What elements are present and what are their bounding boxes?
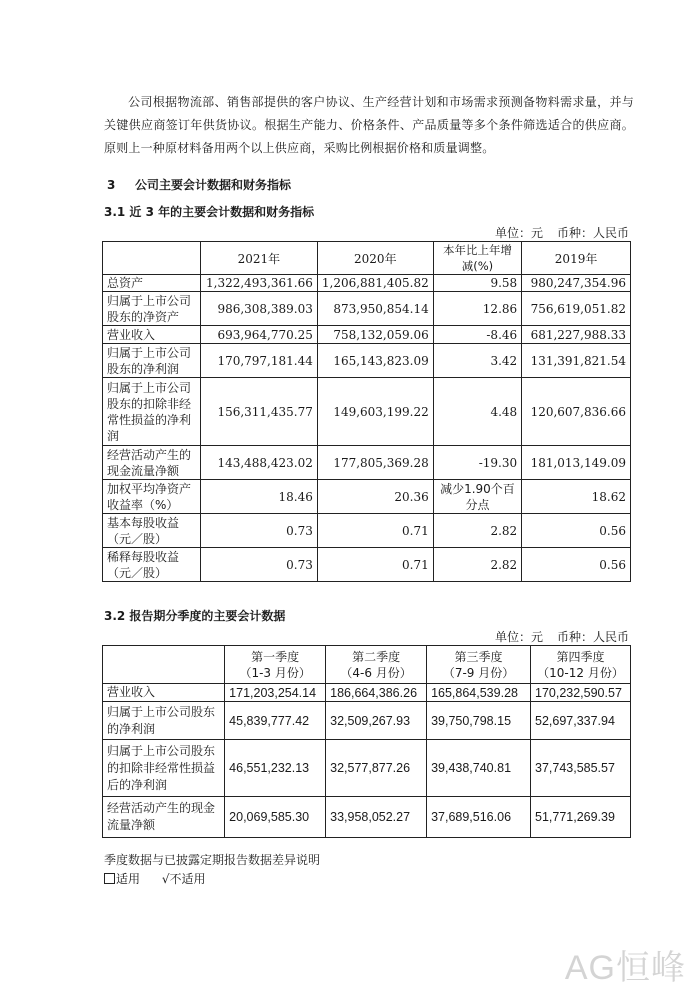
table-row bbox=[103, 684, 631, 702]
watermark-logo: AG恒峰 bbox=[564, 949, 686, 987]
header-line: （10-12 月份） bbox=[537, 665, 624, 680]
table-cell: 1,206,881,405.82 bbox=[317, 275, 433, 292]
table-cell: 0.56 bbox=[522, 548, 631, 582]
table-cell: 39,438,740.81 bbox=[427, 740, 531, 797]
header-cell bbox=[103, 242, 201, 275]
table-row bbox=[103, 275, 631, 292]
row-label: 总资产 bbox=[103, 275, 201, 292]
table-cell: 681,227,988.33 bbox=[522, 326, 631, 344]
table-cell: 1,322,493,361.66 bbox=[200, 275, 317, 292]
table-cell: 20.36 bbox=[317, 480, 433, 514]
table-cell: 171,203,254.14 bbox=[225, 684, 326, 702]
header-line: （7-9 月份） bbox=[442, 665, 515, 680]
table-cell: 46,551,232.13 bbox=[225, 740, 326, 797]
table-cell: 181,013,149.09 bbox=[522, 446, 631, 480]
empty-checkbox-icon bbox=[104, 873, 115, 884]
table-cell: 165,864,539.28 bbox=[427, 684, 531, 702]
table-cell: 37,689,516.06 bbox=[427, 797, 531, 838]
unit-label: 单位：元 bbox=[494, 630, 543, 644]
table-cell: 3.42 bbox=[433, 344, 521, 378]
table-row bbox=[103, 378, 631, 446]
header-cell bbox=[531, 646, 631, 684]
option-applicable bbox=[104, 870, 140, 889]
row-label: 经营活动产生的现金流量净额 bbox=[103, 797, 225, 838]
intro-text: 公司根据物流部、销售部提供的客户协议、生产经营计划和市场需求预测备物料需求量，并与关键供应商签订年供货协议。根据生产能力、价格条件、产品质量等多个条件筛选适合的供应商。原则上一种原材料备用两个以上供应商，采购比例根据价格和质量调整。 bbox=[104, 95, 634, 155]
table-cell: 186,664,386.26 bbox=[326, 684, 427, 702]
currency-label: 币种：人民币 bbox=[556, 630, 629, 644]
header-line: 第一季度 bbox=[251, 649, 300, 664]
table-cell: 18.62 bbox=[522, 480, 631, 514]
table-cell: 52,697,337.94 bbox=[531, 702, 631, 740]
table-row bbox=[103, 702, 631, 740]
quarter-note-title: 季度数据与已披露定期报告数据差异说明 bbox=[104, 853, 321, 867]
table-cell: 4.48 bbox=[433, 378, 521, 446]
table-cell: 986,308,389.03 bbox=[200, 292, 317, 326]
table-row bbox=[103, 292, 631, 326]
table-cell: 45,839,777.42 bbox=[225, 702, 326, 740]
header-cell bbox=[326, 646, 427, 684]
table-cell: 170,232,590.57 bbox=[531, 684, 631, 702]
table-cell: -19.30 bbox=[433, 446, 521, 480]
table-header-row bbox=[103, 646, 631, 684]
checkmark-icon: √ bbox=[161, 872, 170, 886]
row-label: 归属于上市公司股东的扣除非经常性损益的净利润 bbox=[103, 378, 201, 446]
section-3-2-heading: 3.2 报告期分季度的主要会计数据 bbox=[104, 609, 286, 623]
row-label: 归属于上市公司股东的净资产 bbox=[103, 292, 201, 326]
table-cell: 873,950,854.14 bbox=[317, 292, 433, 326]
table-cell: 减少1.90个百分点 bbox=[433, 480, 521, 514]
table-cell: 0.73 bbox=[200, 514, 317, 548]
table-cell: 20,069,585.30 bbox=[225, 797, 326, 838]
currency-label: 币种：人民币 bbox=[556, 226, 629, 240]
table-cell: 980,247,354.96 bbox=[522, 275, 631, 292]
table-cell: 2.82 bbox=[433, 514, 521, 548]
table-row bbox=[103, 514, 631, 548]
table-cell: 0.71 bbox=[317, 514, 433, 548]
row-label: 归属于上市公司股东的扣除非经常性损益后的净利润 bbox=[103, 740, 225, 797]
table-cell: 37,743,585.57 bbox=[531, 740, 631, 797]
option-not-applicable-label: 不适用 bbox=[169, 872, 206, 886]
table-cell: 2.82 bbox=[433, 548, 521, 582]
header-cell bbox=[225, 646, 326, 684]
table-cell: 165,143,823.09 bbox=[317, 344, 433, 378]
header-line: 第三季度 bbox=[454, 649, 503, 664]
table-cell: 9.58 bbox=[433, 275, 521, 292]
unit-line-2 bbox=[495, 628, 629, 645]
table-cell: 758,132,059.06 bbox=[317, 326, 433, 344]
unit-label: 单位：元 bbox=[494, 226, 543, 240]
header-cell: 2019年 bbox=[522, 242, 631, 275]
quarter-note bbox=[104, 851, 320, 889]
applicability-options bbox=[104, 870, 320, 889]
table-cell: 18.46 bbox=[200, 480, 317, 514]
row-label: 营业收入 bbox=[103, 326, 201, 344]
section-3-1-heading: 3.1 近 3 年的主要会计数据和财务指标 bbox=[104, 205, 315, 219]
table-cell: 131,391,821.54 bbox=[522, 344, 631, 378]
table-cell: 149,603,199.22 bbox=[317, 378, 433, 446]
header-line: （1-3 月份） bbox=[239, 665, 311, 680]
table-cell: 32,577,877.26 bbox=[326, 740, 427, 797]
header-line: （4-6 月份） bbox=[340, 665, 412, 680]
table-row bbox=[103, 548, 631, 582]
table-row bbox=[103, 480, 631, 514]
row-label: 稀释每股收益（元／股） bbox=[103, 548, 201, 582]
table-row bbox=[103, 740, 631, 797]
table-row bbox=[103, 344, 631, 378]
table-header-row bbox=[103, 242, 631, 275]
row-label: 经营活动产生的现金流量净额 bbox=[103, 446, 201, 480]
table-cell: 120,607,836.66 bbox=[522, 378, 631, 446]
row-label: 归属于上市公司股东的净利润 bbox=[103, 344, 201, 378]
table-row bbox=[103, 446, 631, 480]
table-cell: 156,311,435.77 bbox=[200, 378, 317, 446]
table-cell: 170,797,181.44 bbox=[200, 344, 317, 378]
table-cell: -8.46 bbox=[433, 326, 521, 344]
table-cell: 0.73 bbox=[200, 548, 317, 582]
table-cell: 693,964,770.25 bbox=[200, 326, 317, 344]
annual-financials-table bbox=[102, 241, 631, 582]
section-3-number: 3 bbox=[107, 178, 116, 192]
row-label: 营业收入 bbox=[103, 684, 225, 702]
row-label: 加权平均净资产收益率（%） bbox=[103, 480, 201, 514]
intro-paragraph bbox=[104, 91, 634, 160]
option-not-applicable bbox=[162, 870, 206, 889]
table-cell: 39,750,798.15 bbox=[427, 702, 531, 740]
table-row bbox=[103, 797, 631, 838]
table-cell: 51,771,269.39 bbox=[531, 797, 631, 838]
table-cell: 0.71 bbox=[317, 548, 433, 582]
header-line: 第四季度 bbox=[556, 649, 605, 664]
table-cell: 12.86 bbox=[433, 292, 521, 326]
table-cell: 143,488,423.02 bbox=[200, 446, 317, 480]
table-row bbox=[103, 326, 631, 344]
option-applicable-label: 适用 bbox=[116, 872, 141, 886]
header-cell: 2020年 bbox=[317, 242, 433, 275]
row-label: 归属于上市公司股东的净利润 bbox=[103, 702, 225, 740]
header-line: 第二季度 bbox=[352, 649, 401, 664]
quarterly-financials-table bbox=[102, 645, 631, 838]
table-cell: 0.56 bbox=[522, 514, 631, 548]
section-3-title: 公司主要会计数据和财务指标 bbox=[135, 178, 292, 192]
table-cell: 756,619,051.82 bbox=[522, 292, 631, 326]
header-cell: 2021年 bbox=[200, 242, 317, 275]
header-cell bbox=[427, 646, 531, 684]
unit-line-1 bbox=[495, 224, 629, 241]
row-label: 基本每股收益（元／股） bbox=[103, 514, 201, 548]
table-cell: 33,958,052.27 bbox=[326, 797, 427, 838]
table-cell: 177,805,369.28 bbox=[317, 446, 433, 480]
table-cell: 32,509,267.93 bbox=[326, 702, 427, 740]
header-cell: 本年比上年增减(%) bbox=[433, 242, 521, 275]
header-cell bbox=[103, 646, 225, 684]
section-3-heading bbox=[107, 176, 291, 193]
